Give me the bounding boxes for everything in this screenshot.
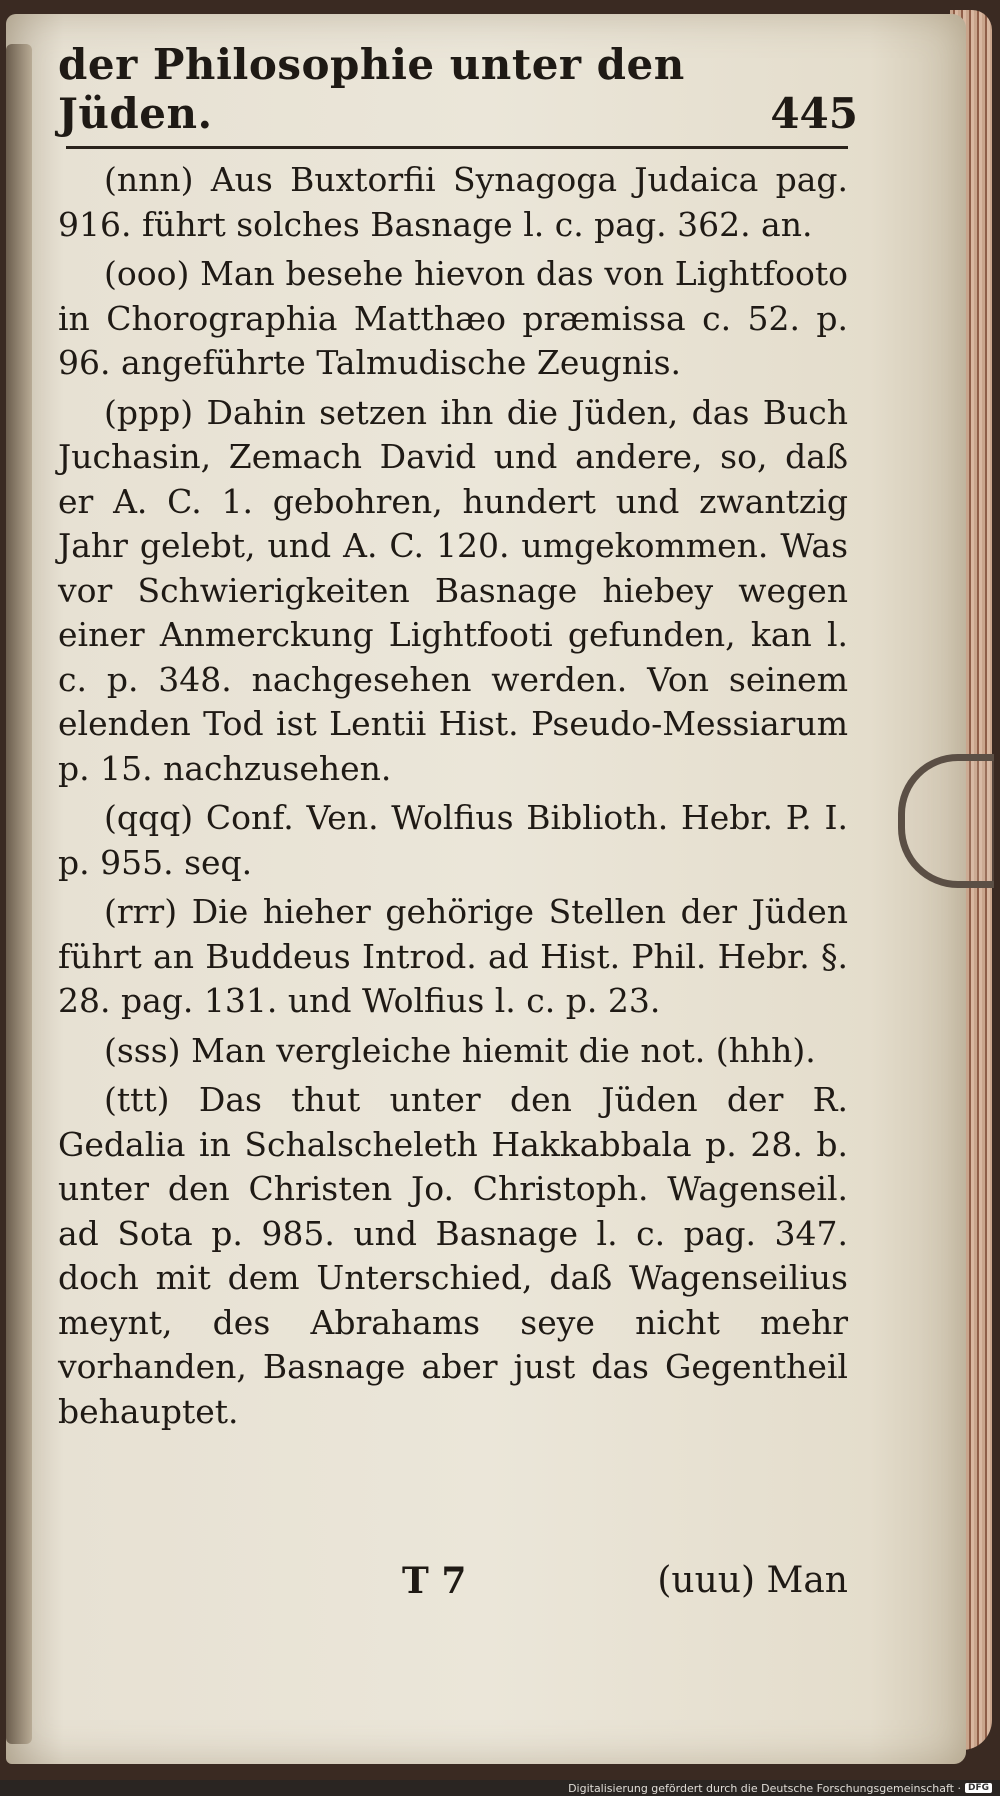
page-gutter	[6, 44, 32, 1744]
footnote-text: Man besehe hievon das von Lightfooto in Chorographia Matthæo præmissa c. 52. p. 96. angeführte Talmudische Zeugnis.	[58, 254, 848, 382]
digitization-credit	[0, 1780, 1000, 1796]
footnote-qqq	[58, 796, 848, 885]
footnote-text: Man vergleiche hiemit die not. (hhh).	[191, 1030, 816, 1070]
page-footer	[58, 1560, 848, 1610]
page-header	[58, 40, 858, 138]
footnote-mark: (ppp)	[104, 392, 194, 432]
footnote-text: Das thut unter den Jüden der R. Gedalia in Schalscheleth Hakkabbala p. 28. b. unter den Christen Jo. Christoph. Wagenseil. ad Sota p. 985. und Basnage l. c. pag. 347. doch mit dem Unterschied, daß Wagenseilius meynt, des Abrahams seye nicht mehr vorhanden, Basnage aber just das Gegentheil behauptet.	[58, 1080, 848, 1431]
footnote-mark: (sss)	[104, 1030, 181, 1070]
footnote-nnn	[58, 158, 848, 247]
footnote-rrr	[58, 890, 848, 1024]
running-head: der Philosophie unter den Jüden.	[58, 40, 685, 138]
footnote-mark: (ooo)	[104, 254, 190, 293]
catchword: (uuu) Man	[657, 1560, 848, 1601]
footnote-text: Dahin setzen ihn die Jüden, das Buch Juchasin, Zemach David und andere, so, daß er A. C. 1. gebohren, hundert und zwantzig Jahr gelebt, und A. C. 120. umgekommen. Was vor Schwierigkeiten Basnage hiebey wegen einer Anmerckung Lightfooti gefunden, kan l. c. p. 348. nachgesehen werden. Von seinem elenden Tod ist Lentii Hist. Pseudo-Messiarum p. 15. nachzusehen.	[58, 392, 848, 788]
footnote-sss	[58, 1029, 848, 1074]
digitization-note: Digitalisierung gefördert durch die Deutsche Forschungsgemeinschaft ·	[568, 1781, 961, 1795]
footnote-text: Die hieher gehörige Stellen der Jüden führt an Buddeus Introd. ad Hist. Phil. Hebr. §. 28. pag. 131. und Wolfius l. c. p. 23.	[58, 892, 848, 1020]
signature-mark: T 7	[402, 1560, 467, 1602]
footnote-mark: (nnn)	[104, 160, 194, 199]
footnotes-body	[58, 158, 848, 1439]
footnote-ooo	[58, 252, 848, 386]
footnote-text: Conf. Ven. Wolfius Biblioth. Hebr. P. I. p. 955. seq.	[58, 798, 848, 882]
footnote-ttt	[58, 1078, 848, 1434]
dfg-logo: DFG	[965, 1783, 992, 1793]
footnote-mark: (qqq)	[104, 798, 194, 837]
page-number: 445	[770, 89, 858, 138]
footnote-ppp	[58, 391, 848, 792]
book-clasp	[898, 754, 994, 888]
footnote-text: Aus Buxtorfii Synagoga Judaica pag. 916. führt solches Basnage l. c. pag. 362. an.	[58, 160, 849, 244]
header-rule	[66, 146, 848, 149]
footnote-mark: (ttt)	[104, 1080, 170, 1119]
footnote-mark: (rrr)	[104, 892, 178, 931]
